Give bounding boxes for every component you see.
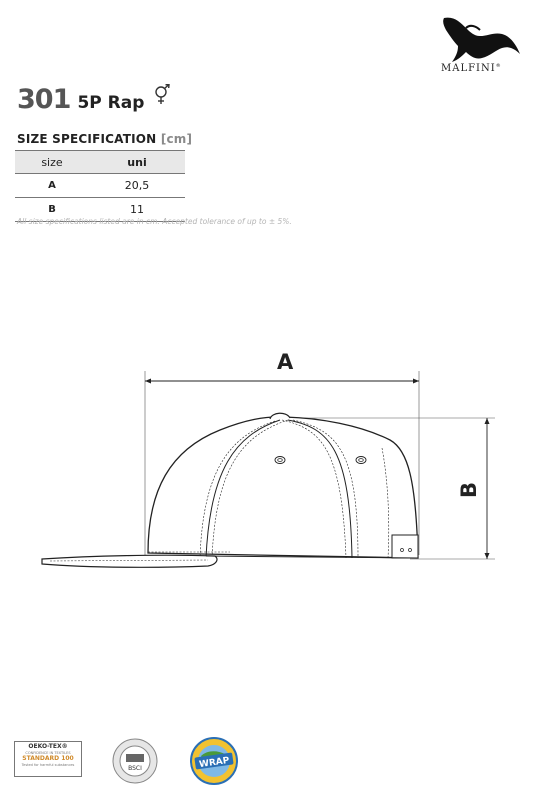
oeko-tested: Tested for harmful substances — [21, 763, 75, 767]
table-header-row — [15, 151, 185, 174]
bsci-certification-icon — [111, 737, 159, 785]
bsci-label: BSCI — [128, 765, 142, 772]
table-row — [15, 174, 185, 198]
row-value: 20,5 — [89, 174, 185, 198]
tolerance-note: All size specifications listed are in cm. Accepted tolerance of up to ± 5%. — [17, 217, 292, 226]
oeko-title: OEKO-TEX® — [28, 743, 68, 750]
oeko-tex-certification — [14, 741, 82, 777]
dimension-label-a: A — [277, 350, 294, 374]
product-code: 301 — [17, 84, 71, 115]
row-label: B — [15, 198, 89, 222]
wrap-certification-icon — [187, 736, 241, 786]
size-spec-heading: SIZE SPECIFICATION [cm] — [17, 132, 193, 146]
row-label: A — [15, 174, 89, 198]
product-title — [17, 84, 173, 116]
unisex-icon — [153, 84, 173, 106]
dimension-label-b: B — [457, 482, 481, 499]
oeko-tagline: CONFIDENCE IN TEXTILES — [25, 751, 71, 755]
size-table — [15, 150, 185, 222]
row-value: 11 — [89, 198, 185, 222]
oeko-standard: STANDARD 100 — [22, 755, 74, 762]
product-name: 5P Rap — [77, 93, 145, 113]
brand-name: MALFINI® — [441, 63, 502, 74]
column-header-size: size — [15, 151, 89, 174]
cap-technical-drawing — [30, 340, 510, 580]
column-header-uni: uni — [89, 151, 185, 174]
wrap-label: WRAP — [198, 755, 231, 771]
